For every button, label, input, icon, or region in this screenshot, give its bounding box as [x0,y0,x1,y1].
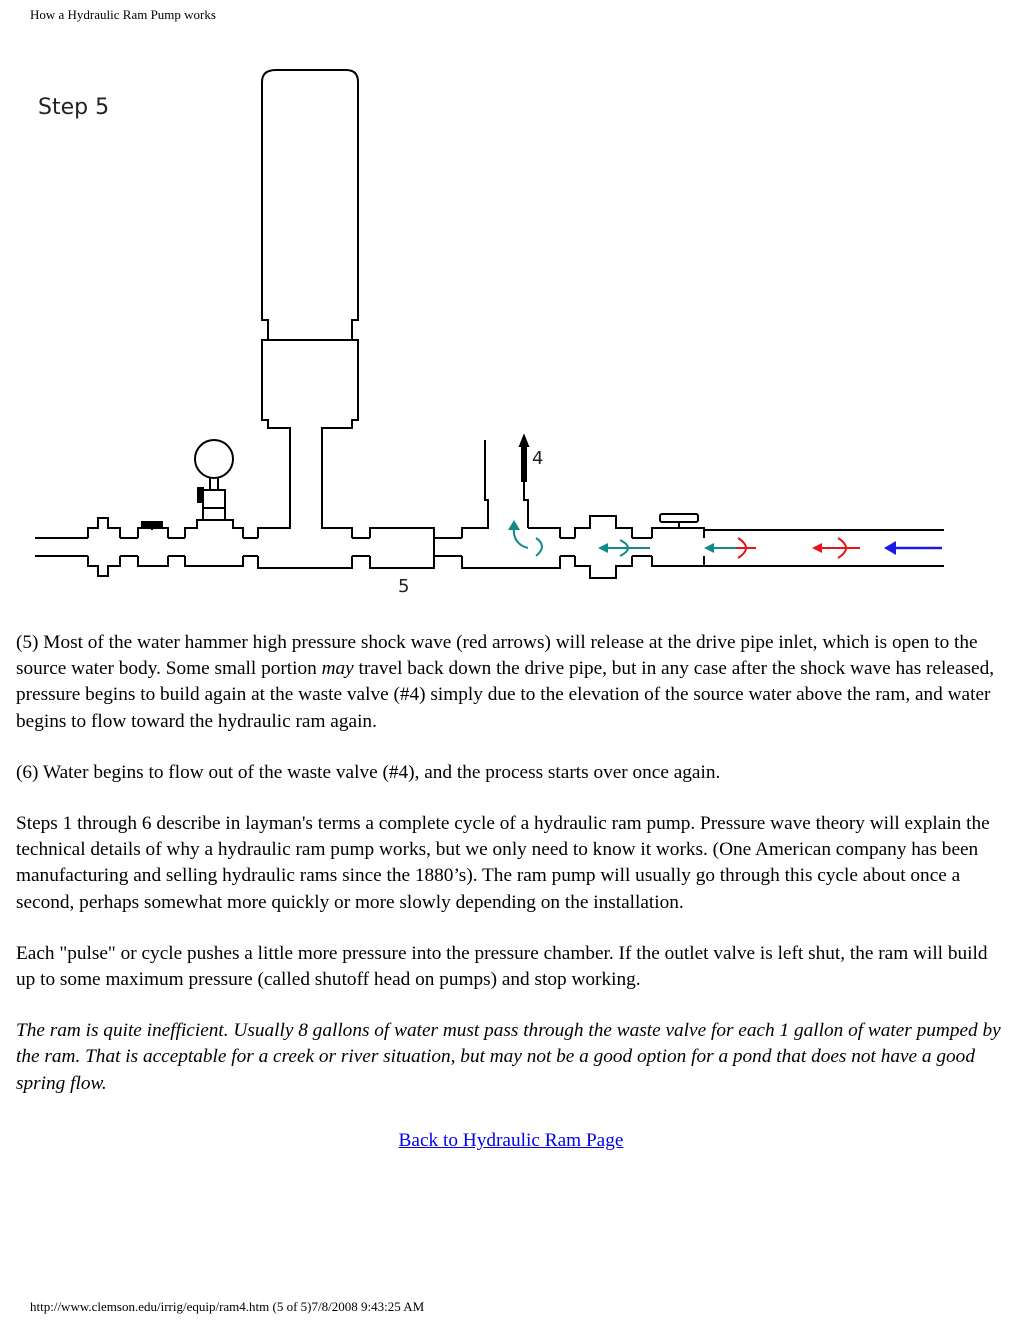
article-body [16,630,1006,1154]
paragraph-pulse: Each "pulse" or cycle pushes a little more pressure into the pressure chamber. If the outlet valve is left shut, the ram will build up to some maximum pressure (called shutoff head on pumps) and stop working. [16,942,988,991]
page-footer-url: http://www.clemson.edu/irrig/equip/ram4.htm (5 of 5)7/8/2008 9:43:25 AM [30,1299,425,1314]
back-link-container [16,1128,1006,1154]
back-to-hydraulic-ram-link[interactable]: Back to Hydraulic Ram Page [398,1129,624,1151]
step-label: Step 5 [38,95,110,120]
teal-flow-arrow-left [598,540,650,556]
paragraph-step-6: (6) Water begins to flow out of the waste valve (#4), and the process starts over once again. [16,761,721,783]
red-shock-wave-arrow [812,538,860,558]
page-header: How a Hydraulic Ram Pump works [30,7,216,22]
paragraph-cycle-summary: Steps 1 through 6 describe in layman's terms a complete cycle of a hydraulic ram pump. Pressure wave theory will explain the technical details of why a hydraulic ram pump works, but we only need to know it works. (One American company has been manufacturing and selling hydraulic rams since the 1880’s). The ram pump will usually go through this cycle about once a second, perhaps somewhat more quickly or more slowly depending on the installation. [16,813,990,913]
label-4: 4 [532,448,544,469]
paragraph-step-5: (5) Most of the water hammer high pressure shock wave (red arrows) will release at the drive pipe inlet, which is open to the source water body. Some small portion may travel back down the drive pipe, but in any case after the shock wave has released, pressure begins to build again at the waste valve (#4) simply due to the elevation of the source water above the ram, and water begins to flow toward the hydraulic ram again. [16,632,995,732]
blue-inflow-arrow [884,541,942,555]
teal-flow-arrow-up [508,520,542,556]
paragraph-efficiency-note: The ram is quite inefficient. Usually 8 gallons of water must pass through the waste valve for each 1 gallon of water pumped by the ram. That is acceptable for a creek or river situation, but may not be a good option for a pond that does not have a good spring flow. [16,1020,1001,1094]
ram-pump-diagram [0,40,1024,610]
label-5: 5 [398,576,410,597]
pipe-outline [35,70,944,578]
emphasis-may: may [321,658,354,680]
mixed-flow-arrow [704,538,756,558]
